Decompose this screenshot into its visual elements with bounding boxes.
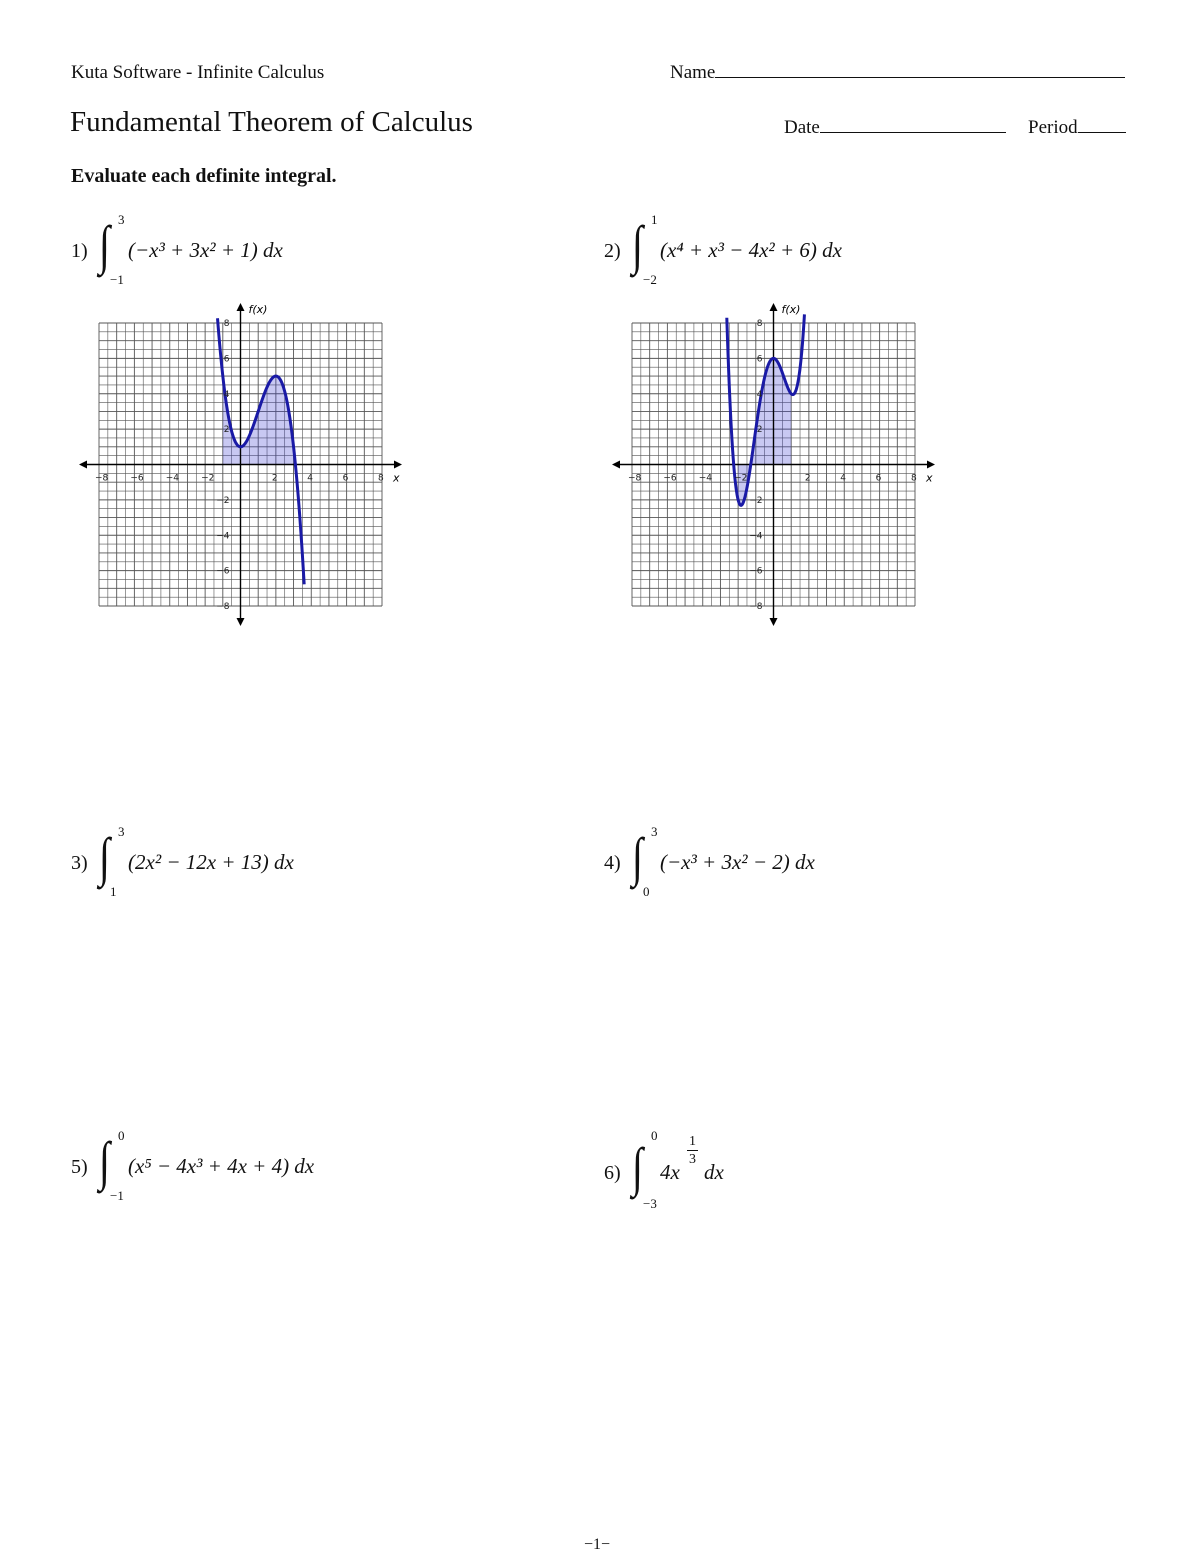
date-label: Date [784, 117, 820, 138]
y-tick-label: 4 [756, 389, 763, 400]
x-axis-arrow-left [79, 461, 87, 469]
period-label: Period [1028, 117, 1078, 138]
x-tick-label: 8 [378, 473, 384, 484]
x-axis-label: x [393, 471, 400, 485]
y-tick-label: 8 [756, 319, 763, 329]
lower-limit: 0 [643, 884, 650, 899]
x-tick-label: 8 [911, 473, 917, 484]
exponent-denominator: 3 [689, 1152, 696, 1167]
y-axis-arrow-up [237, 303, 245, 311]
period-field[interactable] [1028, 117, 1126, 139]
publisher-label: Kuta Software - Infinite Calculus [71, 62, 325, 83]
y-tick-label: 2 [223, 425, 230, 436]
integrand: 4x [660, 1160, 680, 1184]
integral-sign: ∫ [99, 1131, 111, 1191]
x-tick-label: 4 [307, 473, 313, 484]
x-axis-label: x [926, 471, 933, 485]
axes [612, 303, 935, 626]
x-tick-label: 6 [875, 473, 882, 484]
integral-sign: ∫ [99, 215, 111, 275]
axes [79, 303, 402, 626]
x-tick-label: 2 [271, 473, 278, 484]
problem-1-number: 1) [71, 240, 88, 262]
x-tick-label: 6 [342, 473, 349, 484]
y-tick-label: −2 [749, 495, 763, 506]
lower-limit: −2 [643, 272, 657, 287]
integrand: (x⁵ − 4x³ + 4x + 4) dx [128, 1154, 315, 1178]
y-tick-label: −2 [216, 495, 230, 506]
lower-limit: 1 [110, 884, 117, 899]
period-blank[interactable] [1078, 117, 1126, 133]
lower-limit: −3 [643, 1196, 657, 1211]
y-axis-arrow-down [770, 618, 778, 626]
x-tick-label: 4 [840, 473, 846, 484]
integrand: (x⁴ + x³ − 4x² + 6) dx [660, 238, 842, 262]
upper-limit: 3 [118, 212, 125, 227]
x-tick-label: −8 [628, 473, 642, 484]
problem-4-number: 4) [604, 852, 621, 874]
graph-2 [608, 298, 943, 628]
x-tick-label: −4 [698, 473, 713, 484]
y-tick-label: 4 [223, 389, 230, 400]
y-tick-label: 6 [756, 354, 763, 365]
x-tick-label: −4 [165, 473, 180, 484]
problem-2-number: 2) [604, 240, 621, 262]
name-label: Name [670, 62, 716, 83]
y-axis-arrow-up [770, 303, 778, 311]
date-blank[interactable] [820, 117, 1006, 133]
x-tick-label: −2 [201, 473, 215, 484]
integral-sign: ∫ [632, 1137, 644, 1197]
x-axis-arrow-left [612, 461, 620, 469]
integrand: (2x² − 12x + 13) dx [128, 850, 294, 874]
tick-labels [95, 319, 384, 612]
y-axis-label: f(x) [781, 303, 801, 316]
upper-limit: 3 [651, 824, 658, 839]
problem-3-number: 3) [71, 852, 88, 874]
integral-sign: ∫ [99, 827, 111, 887]
exponent-numerator: 1 [689, 1134, 696, 1149]
lower-limit: −1 [110, 272, 124, 287]
integral-sign: ∫ [632, 827, 644, 887]
page-title: Fundamental Theorem of Calculus [70, 106, 473, 138]
upper-limit: 1 [651, 212, 658, 227]
instructions: Evaluate each definite integral. [71, 165, 337, 187]
y-tick-label: −6 [216, 566, 230, 577]
date-field[interactable] [784, 117, 1006, 139]
name-blank[interactable] [715, 62, 1125, 78]
y-axis-arrow-down [237, 618, 245, 626]
y-tick-label: −8 [216, 602, 230, 612]
x-tick-label: −2 [734, 473, 748, 484]
integrand: (−x³ + 3x² + 1) dx [128, 238, 283, 262]
lower-limit: −1 [110, 1188, 124, 1203]
y-tick-label: −4 [216, 531, 230, 542]
upper-limit: 3 [118, 824, 125, 839]
x-axis-arrow-right [927, 461, 935, 469]
y-tick-label: −8 [749, 602, 763, 612]
x-tick-label: −6 [663, 473, 677, 484]
upper-limit: 0 [651, 1128, 658, 1143]
graph-1 [75, 298, 410, 628]
page-number: −1− [584, 1536, 611, 1553]
problem-6-number: 6) [604, 1162, 621, 1184]
integrand: (−x³ + 3x² − 2) dx [660, 850, 815, 874]
differential: dx [704, 1160, 724, 1184]
y-tick-label: 8 [223, 319, 230, 329]
y-tick-label: 2 [756, 425, 763, 436]
fraction-bar [687, 1150, 698, 1151]
y-tick-label: 6 [223, 354, 230, 365]
name-field[interactable] [670, 62, 1125, 84]
y-tick-label: −6 [749, 566, 763, 577]
x-tick-label: −8 [95, 473, 109, 484]
y-axis-label: f(x) [248, 303, 268, 316]
integral-sign: ∫ [632, 215, 644, 275]
upper-limit: 0 [118, 1128, 125, 1143]
x-tick-label: 2 [804, 473, 811, 484]
problem-5-number: 5) [71, 1156, 88, 1178]
x-axis-arrow-right [394, 461, 402, 469]
y-tick-label: −4 [749, 531, 763, 542]
x-tick-label: −6 [130, 473, 144, 484]
